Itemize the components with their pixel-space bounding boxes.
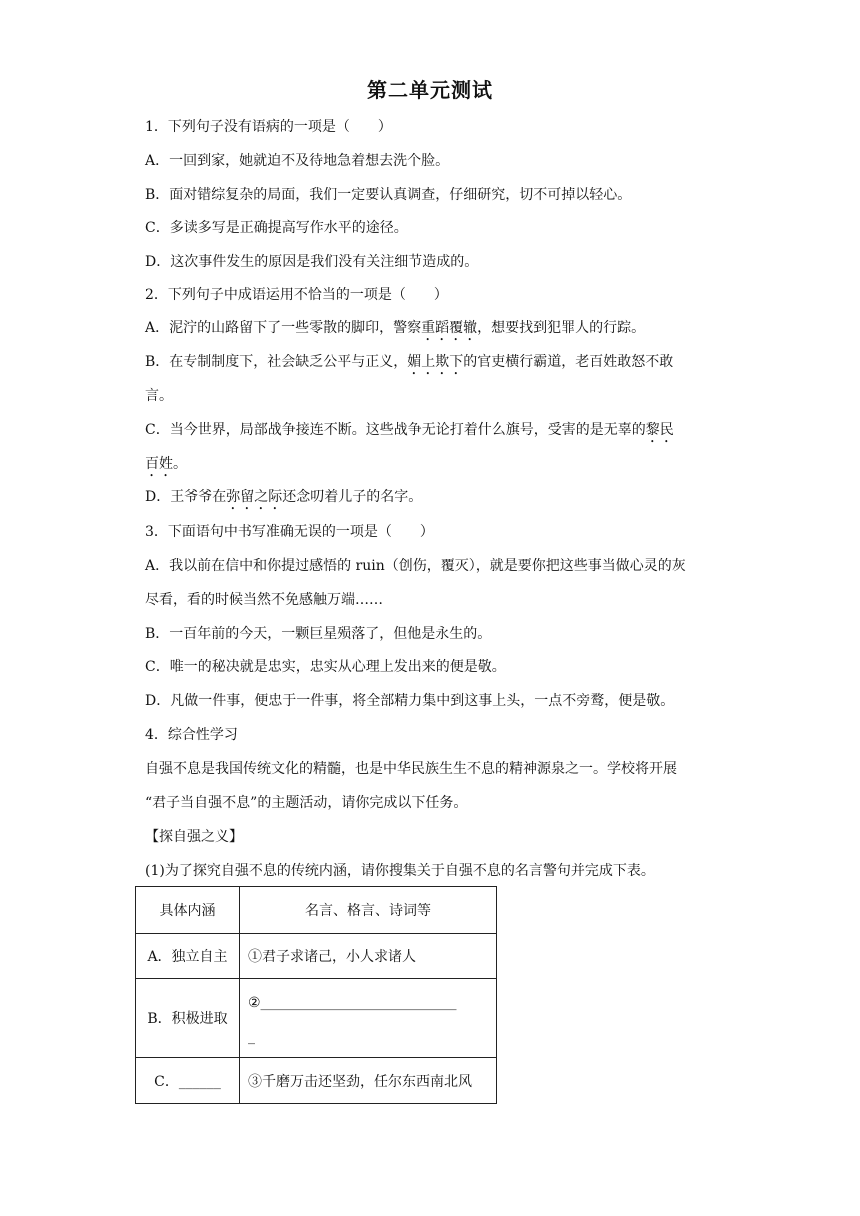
table-cell-quote-blank[interactable] xyxy=(240,979,497,1058)
q2-d-text-pre: D．王爷爷在 xyxy=(145,489,227,505)
q1-stem: 1．下列句子没有语病的一项是（ ） xyxy=(145,119,392,135)
q2-option-c-cont xyxy=(145,454,725,480)
q2-d-idiom: 弥留之际 xyxy=(226,489,283,505)
q4-section-heading: 【探自强之义】 xyxy=(145,829,243,845)
q2-a-text-pre: A．泥泞的山路留下了一些零散的脚印，警察 xyxy=(145,320,422,336)
table-cell-meaning: B．积极进取 xyxy=(136,979,240,1058)
table-row xyxy=(136,934,497,979)
table-row xyxy=(136,979,497,1058)
q4-stem: 4．综合性学习 xyxy=(145,727,238,743)
q3-option-a-cont: 尽看，看的时候当然不免感触万端…… xyxy=(145,592,383,608)
q2-option-c xyxy=(145,420,725,446)
q2-c-text-pre: C．当今世界，局部战争接连不断。这些战争无论打着什么旗号，受害的是无辜的 xyxy=(145,422,646,438)
q2-c-idiom-part2: 百姓 xyxy=(145,456,173,472)
table-cell-quote: ①君子求诸己，小人求诸人 xyxy=(240,934,497,979)
q2-b-idiom: 媚上欺下 xyxy=(407,354,464,370)
q4-intro: 自强不息是我国传统文化的精髓，也是中华民族生生不息的精神源泉之一。学校将开展 xyxy=(145,761,677,777)
q3-option-c: C．唯一的秘决就是忠实，忠实从心理上发出来的便是敬。 xyxy=(145,659,506,675)
page-title: 第二单元测试 xyxy=(367,78,493,102)
q1-option-b: B．面对错综复杂的局面，我们一定要认真调查，仔细研究，切不可掉以轻心。 xyxy=(145,187,632,203)
answer-blank-cont: _ xyxy=(248,1029,255,1045)
q1-option-a: A．一回到家，她就迫不及待地急着想去洗个脸。 xyxy=(145,153,450,169)
q2-option-b xyxy=(145,352,725,378)
quotes-table xyxy=(135,886,497,1104)
q1-option-c: C．多读多写是正确提高写作水平的途径。 xyxy=(145,220,408,236)
q2-option-d xyxy=(145,487,725,513)
q3-option-b: B．一百年前的今天，一颗巨星殒落了，但他是永生的。 xyxy=(145,626,492,642)
q2-option-b-cont: 言。 xyxy=(145,388,173,404)
q2-a-idiom: 重蹈覆辙 xyxy=(421,320,478,336)
q3-stem: 3．下面语句中书写准确无误的一项是（ ） xyxy=(145,524,434,540)
q1-option-d: D．这次事件发生的原因是我们没有关注细节造成的。 xyxy=(145,254,479,270)
q2-c-idiom-part1: 黎民 xyxy=(645,422,674,438)
answer-blank[interactable]: ②____________________________ xyxy=(248,995,457,1011)
q2-c-text-post: 。 xyxy=(173,456,187,472)
table-cell-meaning: A．独立自主 xyxy=(136,934,240,979)
table-row xyxy=(136,1058,497,1104)
q3-option-a: A．我以前在信中和你提过感悟的 ruin（创伤，覆灭），就是要你把这些事当做心灵的灰 xyxy=(145,558,686,574)
q2-a-text-post: ，想要找到犯罪人的行踪。 xyxy=(477,320,646,336)
q2-option-a xyxy=(145,318,725,344)
q3-option-d: D．凡做一件事，便忠于一件事，将全部精力集中到这事上头，一点不旁鹜，便是敬。 xyxy=(145,693,675,709)
table-header-row xyxy=(136,887,497,934)
table-cell-quote: ③千磨万击还坚劲，任尔东西南北风 xyxy=(240,1058,497,1104)
q2-d-text-post: 还念叨着儿子的名字。 xyxy=(282,489,423,505)
q4-subquestion-1: (1)为了探究自强不息的传统内涵，请你搜集关于自强不息的名言警句并完成下表。 xyxy=(145,863,655,879)
q4-intro-cont: “君子当自强不息”的主题活动，请你完成以下任务。 xyxy=(145,795,468,811)
q2-b-text-pre: B．在专制制度下，社会缺乏公平与正义， xyxy=(145,354,408,370)
table-cell-meaning-blank[interactable]: C．______ xyxy=(136,1058,240,1104)
table-header-cell: 名言、格言、诗词等 xyxy=(240,887,497,934)
q2-b-text-post: 的官吏横行霸道，老百姓敢怒不敢 xyxy=(463,354,674,370)
q2-stem: 2．下列句子中成语运用不恰当的一项是（ ） xyxy=(145,287,448,303)
table-header-cell: 具体内涵 xyxy=(136,887,240,934)
